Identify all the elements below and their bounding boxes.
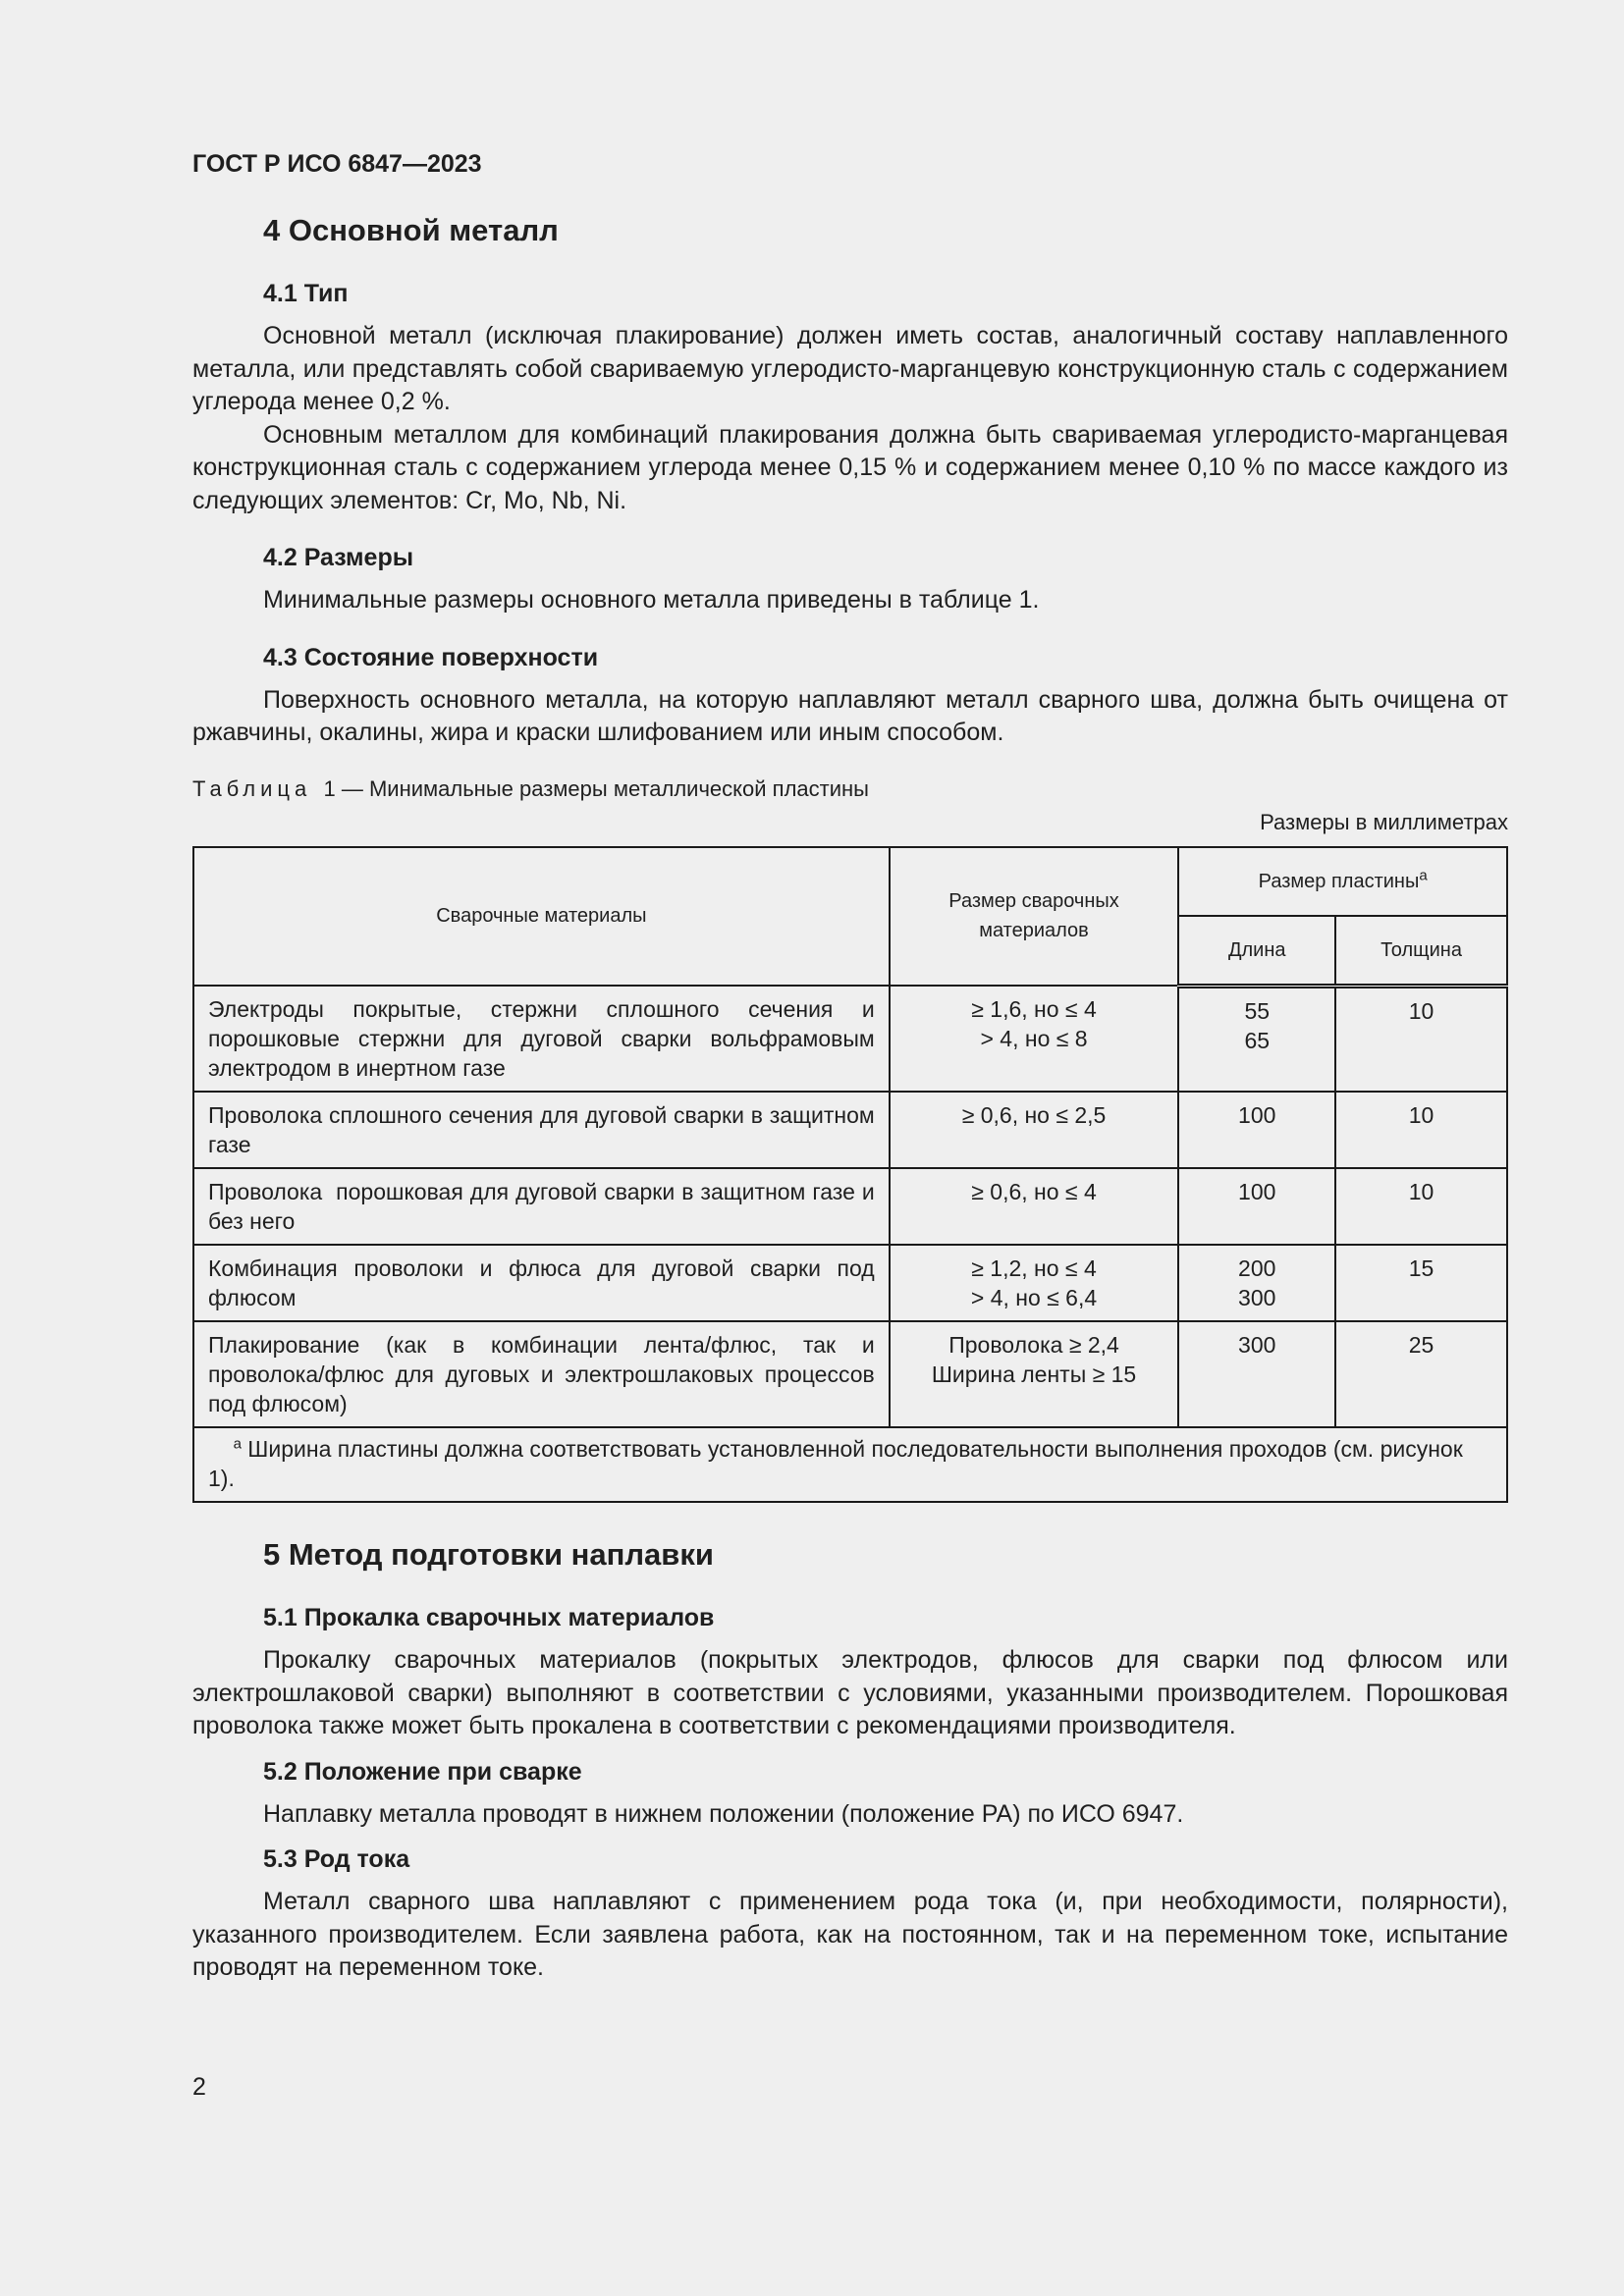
- cell-length-value: 300: [1238, 1332, 1276, 1358]
- table-footnote: [193, 1427, 1507, 1502]
- page-number: 2: [192, 2073, 206, 2101]
- footnote-ref-a: a: [1419, 866, 1428, 883]
- header-plate-size: [1178, 847, 1507, 916]
- cell-material: Проволока порошковая для дуговой сварки в защитном газе и без него: [193, 1168, 890, 1245]
- section-4-2-title: 4.2 Размеры: [263, 544, 414, 571]
- document-code: ГОСТ Р ИСО 6847—2023: [192, 150, 482, 178]
- table-footnote-row: [193, 1427, 1507, 1502]
- cell-size-value: Ширина ленты ≥ 15: [931, 1362, 1137, 1387]
- header-material-size: Размер сварочных материалов: [890, 847, 1179, 987]
- cell-length-value: 300: [1238, 1285, 1276, 1310]
- table-row: [193, 1092, 1507, 1168]
- footnote-mark: a: [233, 1435, 242, 1453]
- cell-thickness: 25: [1335, 1321, 1507, 1427]
- page-content: [192, 143, 1508, 1985]
- cell-size-value: ≥ 1,6, но ≤ 4: [971, 996, 1097, 1022]
- cell-length: [1178, 1092, 1335, 1168]
- section-5-2-title: 5.2 Положение при сварке: [263, 1757, 582, 1786]
- section-4-1-paragraph-1: Основной металл (исключая плакирование) должен иметь состав, аналогичный составу наплавленного металла, или представлять собой свариваемую углеродисто-марганцевую конструкционную сталь с содержанием углерода менее 0,2 %.: [192, 322, 1508, 415]
- cell-length: [1178, 1168, 1335, 1245]
- cell-size: [890, 986, 1179, 1092]
- cell-material: Электроды покрытые, стержни сплошного сечения и порошковые стержни для дуговой сварки вольфрамовым электродом в инертном газе: [193, 986, 890, 1092]
- cell-size: [890, 1245, 1179, 1321]
- table-row: [193, 1168, 1507, 1245]
- table-units-note: Размеры в миллиметрах: [1260, 809, 1508, 834]
- cell-thickness: 10: [1335, 1168, 1507, 1245]
- section-4-3-paragraph: Поверхность основного металла, на которую наплавляют металл сварного шва, должна быть очищена от ржавчины, окалины, жира и краски шлифованием или иным способом.: [192, 685, 1508, 746]
- table-caption-text: 1 — Минимальные размеры металлической пластины: [323, 775, 869, 801]
- section-4-1-paragraph-2: Основным металлом для комбинаций плакирования должна быть свариваемая углеродисто-марганцевая конструкционная сталь с содержанием углерода менее 0,15 % и содержанием менее 0,10 % по массе каждого из следующих элементов: Cr, Mo, Nb, Ni.: [192, 420, 1508, 514]
- header-thickness: Толщина: [1335, 916, 1507, 987]
- section-5-1-paragraph: Прокалку сварочных материалов (покрытых электродов, флюсов для сварки под флюсом или электрошлаковой сварки) выполняют в соответствии с условиями, указанными производителем. Порошковая проволока также может быть прокалена в соответствии с рекомендациями производителя.: [192, 1646, 1508, 1739]
- cell-length-value: 100: [1238, 1179, 1276, 1204]
- section-5-2-paragraph: Наплавку металла проводят в нижнем положении (положение PA) по ИСО 6947.: [263, 1799, 1184, 1828]
- header-materials: Сварочные материалы: [193, 847, 890, 987]
- cell-length-value: 200: [1238, 1255, 1276, 1281]
- cell-length-value: 65: [1244, 1027, 1271, 1053]
- section-5-3-title: 5.3 Род тока: [263, 1845, 410, 1873]
- section-4-2-paragraph: Минимальные размеры основного металла приведены в таблице 1.: [263, 586, 1040, 614]
- cell-length-value: 55: [1244, 997, 1271, 1024]
- section-5-1-title: 5.1 Прокалка сварочных материалов: [263, 1604, 715, 1631]
- cell-length-value: 100: [1238, 1102, 1276, 1128]
- cell-size-value: > 4, но ≤ 6,4: [970, 1285, 1098, 1310]
- cell-thickness: 15: [1335, 1245, 1507, 1321]
- cell-size: [890, 1321, 1179, 1427]
- cell-material: Проволока сплошного сечения для дуговой сварки в защитном газе: [193, 1092, 890, 1168]
- cell-size-value: ≥ 0,6, но ≤ 4: [971, 1179, 1097, 1204]
- table-row: [193, 1321, 1507, 1427]
- section-4-3-title: 4.3 Состояние поверхности: [263, 643, 599, 671]
- section-4-title: 4 Основной металл: [263, 213, 559, 247]
- section-5-3-paragraph: Металл сварного шва наплавляют с применением рода тока (и, при необходимости, полярности), указанного производителем. Если заявлена работа, как на постоянном, так и на переменном токе, испытание проводят на переменном токе.: [192, 1888, 1508, 1981]
- header-length: Длина: [1178, 916, 1335, 987]
- cell-size-value: ≥ 0,6, но ≤ 2,5: [961, 1102, 1107, 1128]
- header-plate-size-label: Размер пластины: [1258, 870, 1420, 892]
- table-1-caption: [192, 774, 1508, 805]
- cell-size: [890, 1092, 1179, 1168]
- table-row: [193, 986, 1507, 1092]
- cell-material: Плакирование (как в комбинации лента/флюс, так и проволока/флюс для дуговых и электрошлаковых процессов под флюсом): [193, 1321, 890, 1427]
- cell-length: [1178, 1321, 1335, 1427]
- cell-size-value: Проволока ≥ 2,4: [948, 1332, 1119, 1358]
- table-1: [192, 846, 1508, 1504]
- cell-size-value: ≥ 1,2, но ≤ 4: [971, 1255, 1097, 1281]
- section-5-title: 5 Метод подготовки наплавки: [263, 1537, 714, 1572]
- cell-size-value: > 4, но ≤ 8: [980, 1026, 1088, 1051]
- footnote-text: Ширина пластины должна соответствовать установленной последовательности выполнения проходов (см. рисунок 1).: [208, 1436, 1463, 1491]
- cell-length: [1178, 1245, 1335, 1321]
- cell-size: [890, 1168, 1179, 1245]
- cell-length: [1178, 986, 1335, 1092]
- table-row: [193, 1245, 1507, 1321]
- cell-thickness: 10: [1335, 986, 1507, 1092]
- table-caption-label: Таблица: [192, 775, 312, 801]
- cell-thickness: 10: [1335, 1092, 1507, 1168]
- section-4-1-title: 4.1 Тип: [263, 280, 349, 307]
- cell-material: Комбинация проволоки и флюса для дуговой сварки под флюсом: [193, 1245, 890, 1321]
